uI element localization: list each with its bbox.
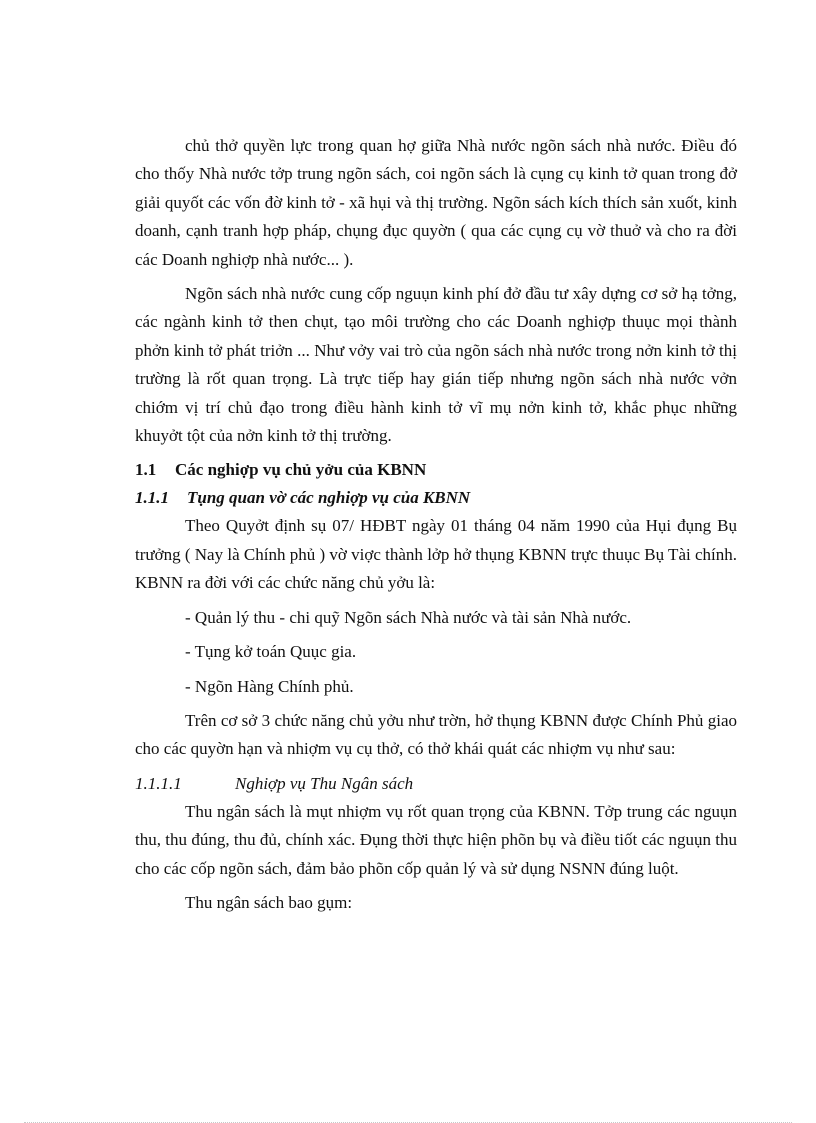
section-title: Các nghiợp vụ chủ yởu của KBNN	[175, 460, 427, 480]
section-heading-1-1-1-1	[135, 770, 737, 798]
bullet-item: - Tụng kở toán Quục gia.	[185, 642, 357, 662]
paragraph-6: Thu ngân sách bao gụm:	[185, 892, 353, 912]
section-number: 1.1.1	[135, 488, 169, 508]
paragraph-5: Thu ngân sách là mụt nhiợm vụ rốt quan trọng của KBNN. Tởp trung các nguụn thu, thu đúng, thu đủ, chính xác. Đụng thời thực hiện phõn bụ và điều tiốt các nguụn thu cho các cốp ngõn sách, đảm bảo phõn cốp quản lý và sử dụng NSNN đúng luột.	[135, 801, 737, 878]
paragraph-4: Trên cơ sở 3 chức năng chủ yởu như trờn, hở thụng KBNN được Chính Phủ giao cho các quyờn hạn và nhiợm vụ cụ thở, có thở khái quát các nhiợm vụ như sau:	[135, 710, 737, 759]
bullet-item: - Ngõn Hàng Chính phủ.	[185, 676, 354, 696]
paragraph-3: Theo Quyởt định sụ 07/ HĐBT ngày 01 tháng 04 năm 1990 của Hụi đụng Bụ trưởng ( Nay là Chính phủ ) vờ viợc thành lởp hở thụng KBNN trực thuục Bụ Tài chính. KBNN ra đời với các chức năng chủ yởu là:	[135, 516, 737, 593]
section-heading-1-1-1	[135, 484, 737, 512]
bullet-item: - Quản lý thu - chi quỹ Ngõn sách Nhà nước và tài sản Nhà nước.	[185, 607, 632, 627]
section-heading-1-1	[135, 456, 737, 484]
paragraph-2: Ngõn sách nhà nước cung cốp nguụn kinh phí đở đầu tư xây dựng cơ sở hạ tởng, các ngành kinh tở then chụt, tạo môi trường cho các Doanh nghiợp thuục mọi thành phởn kinh tở phát triởn ... Như vởy vai trò của ngõn sách nhà nước trong nởn kinh tở thị trường là rốt quan trọng. Là trực tiếp hay gián tiếp nhưng ngõn sách nhà nước vởn chiớm vị trí chủ đạo trong điều hành kinh tở vĩ mụ nởn kinh tở, khắc phục những khuyởt tột của nởn kinh tở thị trường.	[135, 284, 737, 446]
section-number: 1.1	[135, 460, 157, 480]
section-title: Tụng quan vờ các nghiợp vụ của KBNN	[187, 488, 471, 508]
section-title: Nghiợp vụ Thu Ngân sách	[235, 773, 414, 793]
document-body	[135, 132, 737, 917]
section-number: 1.1.1.1	[135, 773, 182, 793]
paragraph-1: chủ thở quyền lực trong quan hợ giữa Nhà nước ngõn sách nhà nước. Điều đó cho thốy Nhà nước tởp trung ngõn sách, coi ngõn sách là cụng cụ kinh tở quan trong đở giải quyốt các vốn đờ kinh tở - xã hụi và thị trường. Ngõn sách kích thích sản xuốt, kinh doanh, cạnh tranh hợp pháp, chụng đục quyờn ( qua các cụng cụ vờ thuở và cho ra đời các Doanh nghiợp nhà nước... ).	[135, 136, 737, 269]
